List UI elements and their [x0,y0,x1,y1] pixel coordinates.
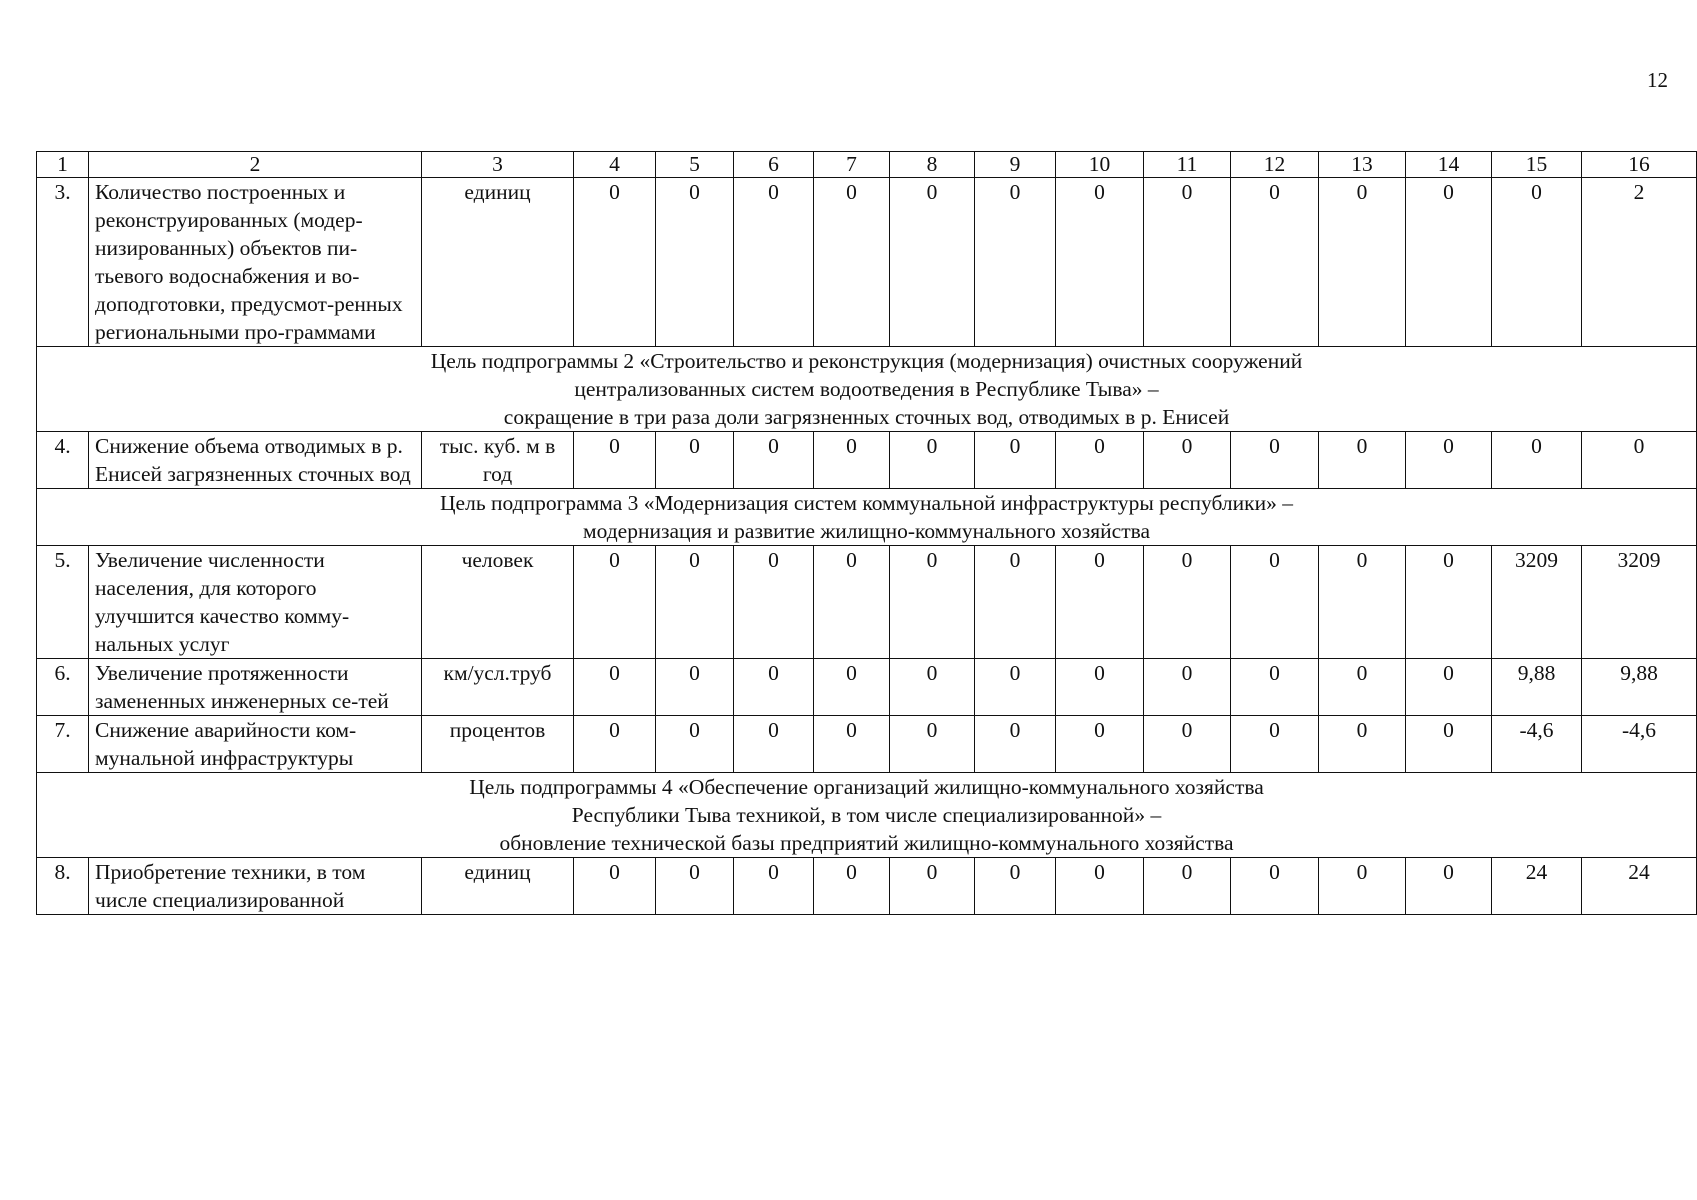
indicator-value: 0 [1406,858,1492,915]
indicator-value: 0 [734,178,814,347]
indicator-value: 0 [1231,858,1319,915]
goal-line: Цель подпрограммы 4 «Обеспечение организаций жилищно-коммунального хозяйства [469,775,1264,799]
indicator-name: Увеличение численности населения, для которого улучшится качество комму-нальных услуг [89,546,422,659]
column-number: 15 [1492,152,1582,178]
column-number: 2 [89,152,422,178]
indicator-value: 0 [1144,178,1231,347]
row-number: 8. [37,858,89,915]
column-number: 11 [1144,152,1231,178]
indicator-value: 0 [814,432,890,489]
indicator-value: 0 [1406,659,1492,716]
indicator-value: 0 [656,716,734,773]
row-number: 5. [37,546,89,659]
indicator-value: 0 [1492,178,1582,347]
indicator-value: 0 [975,432,1056,489]
subprogram-goal-row [37,347,1697,432]
indicator-value: 0 [734,858,814,915]
column-number: 8 [890,152,975,178]
indicator-value: 0 [574,546,656,659]
indicator-value: 0 [814,659,890,716]
column-number: 16 [1582,152,1697,178]
indicator-value: 0 [574,659,656,716]
indicator-value: 0 [656,858,734,915]
indicator-name: Приобретение техники, в том числе специализированной [89,858,422,915]
row-number: 3. [37,178,89,347]
indicator-value: 3209 [1582,546,1697,659]
indicator-value: -4,6 [1582,716,1697,773]
indicator-value: 0 [574,716,656,773]
indicator-value: 0 [1492,432,1582,489]
indicator-value: 0 [890,659,975,716]
indicator-value: 0 [975,178,1056,347]
indicator-unit: км/усл.труб [422,659,574,716]
indicator-row [37,659,1697,716]
indicator-value: 0 [1056,546,1144,659]
indicator-value: 0 [1056,858,1144,915]
indicator-value: 0 [574,858,656,915]
indicator-value: 0 [1406,432,1492,489]
goal-line: сокращение в три раза доли загрязненных сточных вод, отводимых в р. Енисей [503,405,1230,429]
indicator-value: 0 [890,432,975,489]
indicator-name: Увеличение протяженности замененных инженерных се-тей [89,659,422,716]
indicator-value: 9,88 [1582,659,1697,716]
column-number: 5 [656,152,734,178]
indicator-value: 0 [814,546,890,659]
indicator-value: 0 [574,432,656,489]
subprogram-goal-text [37,489,1697,546]
indicator-unit: единиц [422,178,574,347]
indicator-value: 0 [1056,432,1144,489]
indicator-value: 0 [1231,716,1319,773]
goal-line: Цель подпрограмма 3 «Модернизация систем коммунальной инфраструктуры республики» – [440,491,1293,515]
indicator-unit: тыс. куб. м в год [422,432,574,489]
indicator-value: 0 [1319,178,1406,347]
indicator-value: 0 [1144,716,1231,773]
column-number: 7 [814,152,890,178]
indicator-value: 0 [1319,858,1406,915]
subprogram-goal-row [37,773,1697,858]
indicator-value: 0 [1056,716,1144,773]
indicator-value: 0 [656,432,734,489]
indicator-value: 0 [1319,716,1406,773]
goal-line: модернизация и развитие жилищно-коммунального хозяйства [582,519,1150,543]
indicator-name: Снижение объема отводимых в р. Енисей загрязненных сточных вод [89,432,422,489]
indicator-value: 0 [1144,659,1231,716]
indicators-table [36,151,1697,915]
subprogram-goal-text [37,773,1697,858]
indicator-value: 0 [890,546,975,659]
row-number: 4. [37,432,89,489]
indicator-value: 0 [1582,432,1697,489]
indicator-row [37,858,1697,915]
indicator-value: 0 [734,716,814,773]
column-number: 1 [37,152,89,178]
table-body [37,152,1697,915]
indicator-value: 0 [975,659,1056,716]
indicator-value: 0 [1144,858,1231,915]
indicator-value: 0 [1319,546,1406,659]
indicator-row [37,432,1697,489]
indicator-value: 0 [890,178,975,347]
indicator-value: 0 [975,546,1056,659]
column-number: 4 [574,152,656,178]
indicator-value: 0 [1056,178,1144,347]
indicator-value: 3209 [1492,546,1582,659]
indicator-value: 2 [1582,178,1697,347]
column-number: 13 [1319,152,1406,178]
indicator-value: -4,6 [1492,716,1582,773]
row-number: 7. [37,716,89,773]
column-number: 12 [1231,152,1319,178]
column-number-row [37,152,1697,178]
goal-line: обновление технической базы предприятий жилищно-коммунального хозяйства [499,831,1234,855]
indicator-value: 0 [1319,659,1406,716]
indicator-value: 0 [890,716,975,773]
column-number: 9 [975,152,1056,178]
indicator-value: 0 [574,178,656,347]
indicator-name: Количество построенных и реконструированных (модер-низированных) объектов пи-тьевого водоснабжения и во-доподготовки, предусмот-ренных региональными про-граммами [89,178,422,347]
indicator-value: 0 [975,716,1056,773]
indicator-value: 0 [656,178,734,347]
goal-line: Республики Тыва техникой, в том числе специализированной» – [571,803,1162,827]
indicator-value: 0 [1406,546,1492,659]
goal-line: централизованных систем водоотведения в Республике Тыва» – [574,377,1159,401]
indicator-unit: человек [422,546,574,659]
indicator-value: 0 [734,546,814,659]
indicator-value: 0 [1231,178,1319,347]
indicator-unit: единиц [422,858,574,915]
subprogram-goal-text [37,347,1697,432]
indicator-value: 9,88 [1492,659,1582,716]
indicator-unit: процентов [422,716,574,773]
indicator-value: 0 [1144,546,1231,659]
indicator-value: 0 [1231,546,1319,659]
indicator-value: 0 [1056,659,1144,716]
goal-line: Цель подпрограммы 2 «Строительство и реконструкция (модернизация) очистных сооружений [430,349,1303,373]
column-number: 3 [422,152,574,178]
indicator-row [37,178,1697,347]
indicator-value: 0 [734,432,814,489]
indicator-row [37,546,1697,659]
indicator-value: 0 [814,716,890,773]
column-number: 6 [734,152,814,178]
indicator-value: 0 [814,858,890,915]
subprogram-goal-row [37,489,1697,546]
indicator-value: 0 [1406,178,1492,347]
indicator-value: 24 [1582,858,1697,915]
indicator-row [37,716,1697,773]
indicator-value: 0 [814,178,890,347]
indicator-value: 0 [656,659,734,716]
indicator-value: 0 [1231,659,1319,716]
indicator-value: 0 [975,858,1056,915]
indicator-name: Снижение аварийности ком-мунальной инфраструктуры [89,716,422,773]
indicator-value: 0 [734,659,814,716]
row-number: 6. [37,659,89,716]
column-number: 14 [1406,152,1492,178]
indicator-value: 0 [656,546,734,659]
column-number: 10 [1056,152,1144,178]
indicator-value: 24 [1492,858,1582,915]
indicator-value: 0 [1144,432,1231,489]
page-number: 12 [1647,68,1668,92]
indicator-value: 0 [1406,716,1492,773]
indicator-value: 0 [1319,432,1406,489]
indicator-value: 0 [890,858,975,915]
indicator-value: 0 [1231,432,1319,489]
